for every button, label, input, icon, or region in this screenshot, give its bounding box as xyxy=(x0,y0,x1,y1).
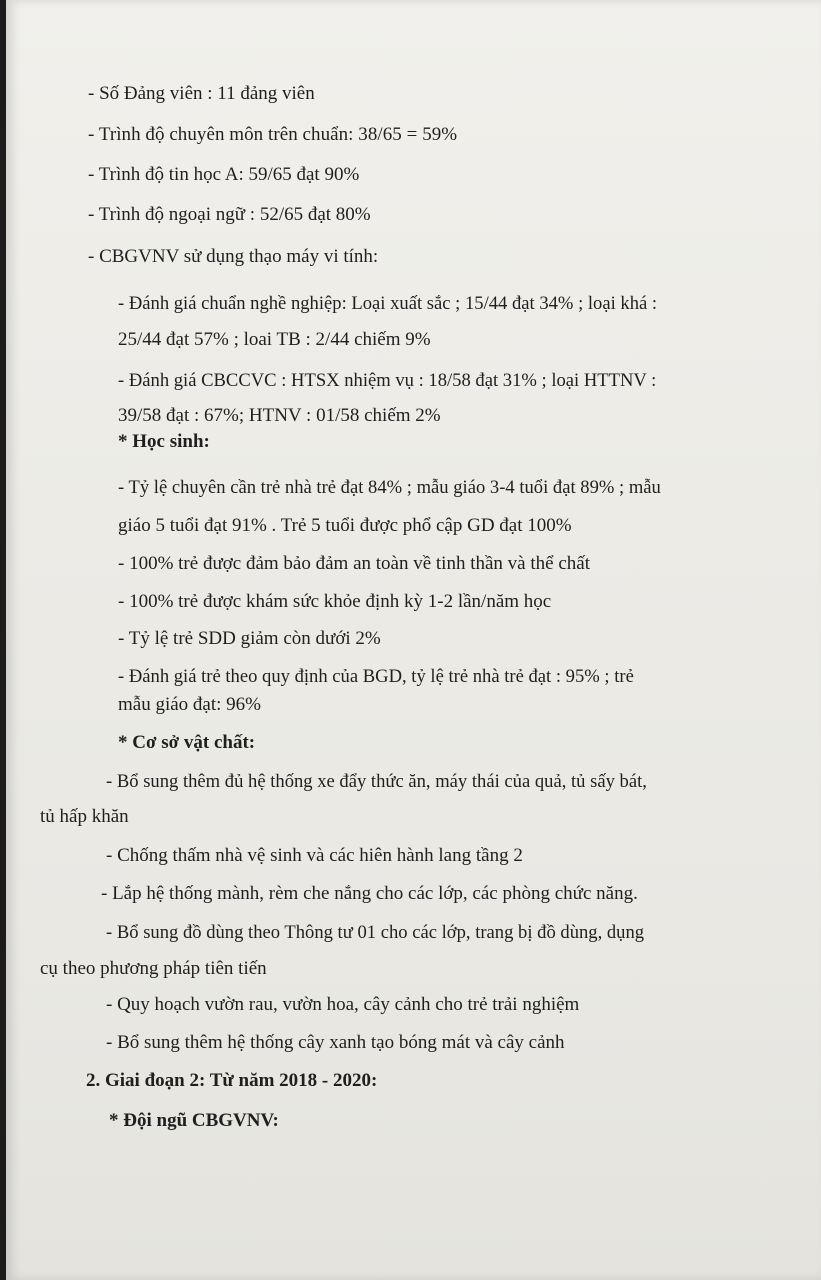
facilities-item-1-line-1: - Bổ sung thêm đủ hệ thống xe đẩy thức ăn, máy thái của quả, tủ sấy bát, xyxy=(106,771,647,792)
child-assessment-line-1: - Đánh giá trẻ theo quy định của BGD, tỷ lệ trẻ nhà trẻ đạt : 95% ; trẻ xyxy=(118,666,634,687)
foreign-language-line: - Trình độ ngoại ngữ : 52/65 đạt 80% xyxy=(88,204,371,225)
it-level-line: - Trình độ tin học A: 59/65 đạt 90% xyxy=(88,164,360,185)
attendance-rate-line-2: giáo 5 tuổi đạt 91% . Trẻ 5 tuổi được phổ cập GD đạt 100% xyxy=(118,515,572,536)
child-assessment-line-2: mẫu giáo đạt: 96% xyxy=(118,694,261,715)
phase-2-heading: 2. Giai đoạn 2: Từ năm 2018 - 2020: xyxy=(86,1070,378,1091)
facilities-item-4-line-2: cụ theo phương pháp tiên tiến xyxy=(40,958,267,979)
facilities-item-4-line-1: - Bổ sung đồ dùng theo Thông tư 01 cho các lớp, trang bị đồ dùng, dụng xyxy=(106,922,645,943)
facilities-item-1-line-2: tủ hấp khăn xyxy=(40,806,129,827)
civil-servant-evaluation-line-2: 39/58 đạt : 67%; HTNV : 01/58 chiếm 2% xyxy=(118,405,441,426)
attendance-rate-line-1: - Tỷ lệ chuyên cần trẻ nhà trẻ đạt 84% ; mẫu giáo 3-4 tuổi đạt 89% ; mẫu xyxy=(118,477,661,498)
facilities-item-2: - Chống thấm nhà vệ sinh và các hiên hành lang tầng 2 xyxy=(106,845,523,866)
malnutrition-line: - Tỷ lệ trẻ SDD giảm còn dưới 2% xyxy=(118,628,381,649)
facilities-item-5: - Quy hoạch vườn rau, vườn hoa, cây cảnh cho trẻ trải nghiệm xyxy=(106,994,580,1015)
health-checkup-line: - 100% trẻ được khám sức khỏe định kỳ 1-2 lần/năm học xyxy=(118,591,552,612)
students-heading: * Học sinh: xyxy=(118,431,210,452)
facilities-item-6: - Bổ sung thêm hệ thống cây xanh tạo bóng mát và cây cảnh xyxy=(106,1032,565,1053)
facilities-heading: * Cơ sở vật chất: xyxy=(118,732,256,753)
safety-line: - 100% trẻ được đảm bảo đảm an toàn về tinh thần và thể chất xyxy=(118,553,590,574)
computer-proficiency-line: - CBGVNV sử dụng thạo máy vi tính: xyxy=(88,246,379,267)
above-standard-qualification-line: - Trình độ chuyên môn trên chuẩn: 38/65 = 59% xyxy=(88,124,458,145)
civil-servant-evaluation-line-1: - Đánh giá CBCCVC : HTSX nhiệm vụ : 18/58 đạt 31% ; loại HTTNV : xyxy=(118,370,657,391)
professional-standard-line-2: 25/44 đạt 57% ; loai TB : 2/44 chiếm 9% xyxy=(118,329,431,350)
facilities-item-3: - Lắp hệ thống mành, rèm che nắng cho các lớp, các phòng chức năng. xyxy=(101,883,638,904)
professional-standard-line-1: - Đánh giá chuẩn nghề nghiệp: Loại xuất sắc ; 15/44 đạt 34% ; loại khá : xyxy=(118,293,658,314)
party-members-line: - Số Đảng viên : 11 đảng viên xyxy=(88,83,315,104)
document-page xyxy=(6,0,821,1280)
staff-heading: * Đội ngũ CBGVNV: xyxy=(109,1110,279,1131)
